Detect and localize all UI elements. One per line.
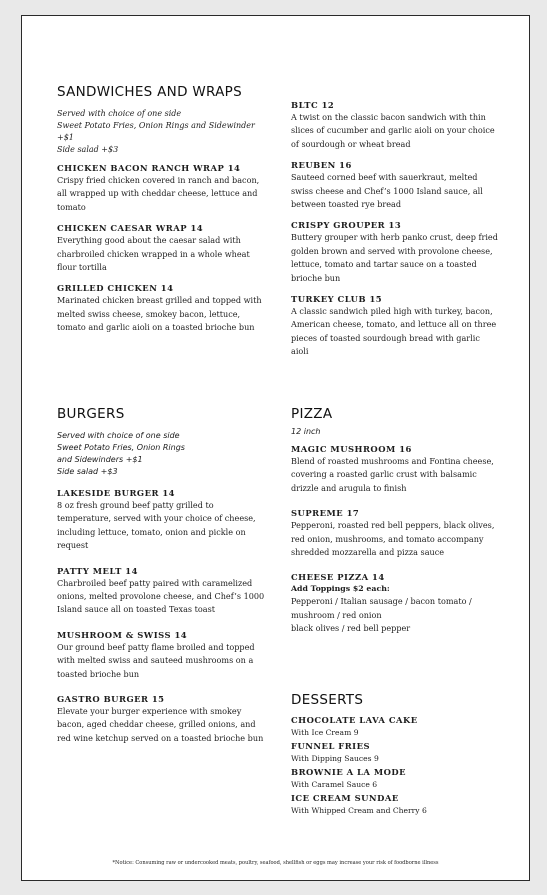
item-name: CHOCOLATE LAVA CAKE <box>291 715 418 725</box>
toppings-line: black olives / red bell pepper <box>291 623 411 634</box>
toppings-line: Pepperoni / Italian sausage / bacon tomato / mushroom / red onion <box>291 596 472 620</box>
desserts-title: DESSERTS <box>291 692 364 708</box>
sandwiches-side-note <box>57 108 269 156</box>
menu-item <box>57 162 269 214</box>
item-name: PATTY MELT 14 <box>57 565 138 576</box>
menu-item <box>291 443 499 495</box>
item-description: With Whipped Cream and Cherry 6 <box>291 806 427 815</box>
menu-item <box>291 159 499 211</box>
menu-item <box>291 293 499 359</box>
dessert-item <box>291 740 499 765</box>
item-name: CHICKEN BACON RANCH WRAP 14 <box>57 163 241 173</box>
dessert-item <box>291 714 499 739</box>
pizza-title: PIZZA <box>291 406 333 422</box>
note-line: Sweet Potato Fries, Onion Rings and Sidewinder <box>57 121 255 130</box>
note-line: Side salad +$3 <box>57 467 118 476</box>
pizza-column <box>291 406 499 644</box>
item-name: BROWNIE A LA MODE <box>291 767 407 777</box>
burgers-column <box>57 406 269 753</box>
note-line: Side salad +$3 <box>57 145 119 154</box>
burgers-side-note <box>57 430 269 478</box>
dessert-item <box>291 792 499 817</box>
item-description: With Caramel Sauce 6 <box>291 780 378 789</box>
pizza-size-note: 12 inch <box>291 427 321 436</box>
note-line: Served with choice of one side <box>57 431 180 440</box>
item-name: GRILLED CHICKEN 14 <box>57 283 174 294</box>
menu-item <box>57 487 269 553</box>
item-name: MUSHROOM & SWISS 14 <box>57 629 188 640</box>
item-name: SUPREME 17 <box>291 508 360 519</box>
item-description: Pepperoni, roasted red bell peppers, black olives, red onion, mushrooms, and tomato accompany shredded mozzarella and pizza sauce <box>291 520 495 558</box>
burgers-title: BURGERS <box>57 406 125 422</box>
item-description: Blend of roasted mushrooms and Fontina cheese, covering a roasted garlic crust with balsamic drizzle and arugula to finish <box>291 456 494 493</box>
menu-item <box>291 507 499 559</box>
note-line: Sweet Potato Fries, Onion Rings <box>57 443 185 452</box>
menu-page <box>21 15 530 881</box>
item-description: With Dipping Sauces 9 <box>291 754 379 763</box>
item-name: LAKESIDE BURGER 14 <box>57 488 175 498</box>
item-name: CRISPY GROUPER 13 <box>291 220 402 231</box>
item-description: Sauteed corned beef with sauerkraut, melted swiss cheese and Chef’s 1000 Island sauce, all between toasted rye bread <box>291 172 483 210</box>
sandwiches-left-column <box>57 84 269 343</box>
note-line: +$1 <box>57 133 74 142</box>
item-description: A twist on the classic bacon sandwich with thin slices of cucumber and garlic aioli on your choice of sourdough or wheat bread <box>291 112 495 149</box>
item-name: ICE CREAM SUNDAE <box>291 793 399 803</box>
item-description: Buttery grouper with herb panko crust, deep fried golden brown and served with provolone cheese, lettuce, tomato and tartar sauce on a toasted brioche bun <box>291 232 498 283</box>
item-name: CHICKEN CAESAR WRAP 14 <box>57 223 204 234</box>
sandwiches-title: SANDWICHES AND WRAPS <box>57 84 242 100</box>
item-description: Charbroiled beef patty paired with caramelized onions, melted provolone cheese, and Chef’s 1000 Island sauce all on toasted Texas toast <box>57 577 265 615</box>
item-description: Everything good about the caesar salad with charbroiled chicken wrapped in a whole wheat flour tortilla <box>57 235 250 273</box>
item-name: BLTC 12 <box>291 100 335 110</box>
item-name: MAGIC MUSHROOM 16 <box>291 444 412 454</box>
item-name: GASTRO BURGER 15 <box>57 694 165 705</box>
menu-item <box>57 693 269 745</box>
menu-item <box>291 571 499 635</box>
item-description: Elevate your burger experience with smokey bacon, aged cheddar cheese, grilled onions, and red wine ketchup served on a toasted brioche bun <box>57 706 264 743</box>
item-description: With Ice Cream 9 <box>291 728 359 737</box>
item-description: 8 oz fresh ground beef patty grilled to temperature, served with your choice of cheese, including lettuce, tomato, onion and pickle on request <box>57 500 256 551</box>
item-name: CHEESE PIZZA 14 <box>291 572 385 583</box>
menu-item <box>57 222 269 274</box>
sandwiches-right-column <box>291 99 499 367</box>
item-name: FUNNEL FRIES <box>291 741 371 751</box>
note-line: Served with choice of one side <box>57 109 182 118</box>
toppings-label: Add Toppings $2 each: <box>291 584 390 594</box>
item-name: REUBEN 16 <box>291 160 352 171</box>
menu-item <box>57 565 269 617</box>
note-line: and Sidewinders +$1 <box>57 455 143 464</box>
menu-item <box>57 282 269 334</box>
item-name: TURKEY CLUB 15 <box>291 294 383 305</box>
menu-item <box>57 629 269 681</box>
item-description: Marinated chicken breast grilled and topped with melted swiss cheese, smokey bacon, lettuce, tomato and garlic aioli on a toasted brioche bun <box>57 295 262 333</box>
menu-item <box>291 219 499 285</box>
foodborne-illness-notice: *Notice: Consuming raw or undercooked meats, poultry, seafood, shellfish or eggs may increase your risk of foodborne illness <box>112 860 439 866</box>
desserts-column <box>291 692 499 818</box>
item-description: A classic sandwich piled high with turkey, bacon, American cheese, tomato, and lettuce all on three pieces of toasted sourdough bread with garlic aioli <box>291 306 497 357</box>
item-description: Crispy fried chicken covered in ranch and bacon, all wrapped up with cheddar cheese, lettuce and tomato <box>57 175 260 212</box>
dessert-item <box>291 766 499 791</box>
menu-item <box>291 99 499 151</box>
item-description: Our ground beef patty flame broiled and topped with melted swiss and sauteed mushrooms on a toasted brioche bun <box>57 641 255 679</box>
